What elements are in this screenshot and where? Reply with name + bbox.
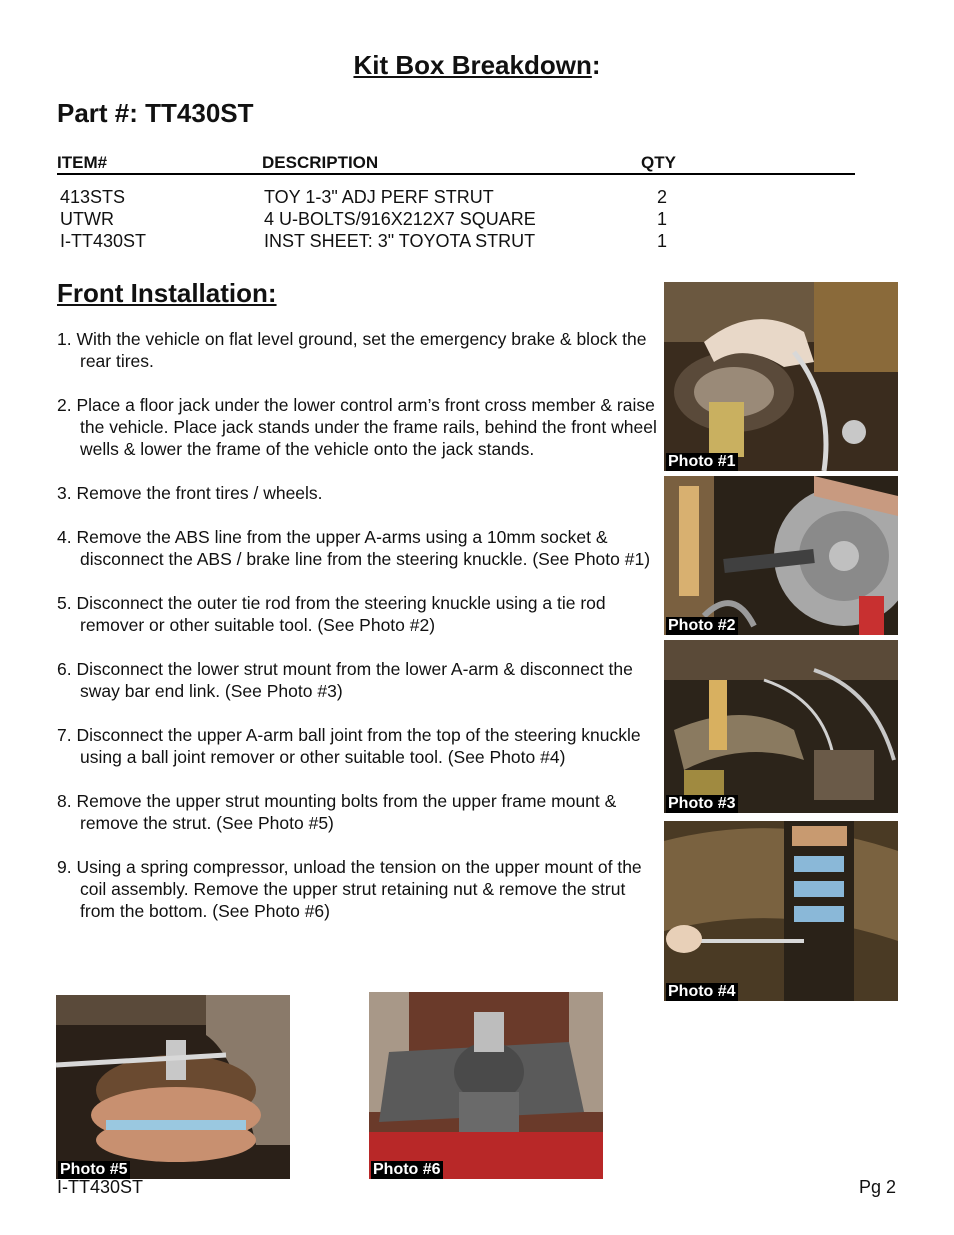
photo-5-image [56,995,290,1179]
step-6: 6. Disconnect the lower strut mount from the lower A-arm & disconnect the sway bar end link. (See Photo #3) [57,659,633,701]
cell-item: I-TT430ST [60,231,147,251]
cell-description: TOY 1-3" ADJ PERF STRUT [264,187,494,207]
photo-1-image [664,282,898,471]
cell-description: 4 U-BOLTS/916X212X7 SQUARE [264,209,536,229]
step-3: 3. Remove the front tires / wheels. [57,483,323,503]
photo-3-label: Photo #3 [668,795,736,812]
cell-item: UTWR [60,209,114,229]
cell-description: INST SHEET: 3" TOYOTA STRUT [264,231,536,251]
installation-steps [57,328,657,944]
photo-3 [664,640,898,813]
step-7: 7. Disconnect the upper A-arm ball joint from the top of the steering knuckle using a ball joint remover or other suitable tool. (See Photo #4) [57,725,641,767]
photo-2-label: Photo #2 [668,617,736,634]
kit-table-body [60,187,855,257]
kit-box-colon: : [591,50,601,80]
photo-2 [664,476,898,635]
cell-qty: 2 [657,187,668,207]
photo-1-label: Photo #1 [668,453,736,470]
step-5: 5. Disconnect the outer tie rod from the steering knuckle using a tie rod remover or other suitable tool. (See Photo #2) [57,593,606,635]
kit-box-title: Kit Box Breakdown [353,50,592,80]
kit-box-heading [0,50,954,81]
photo-5 [56,995,290,1179]
photo-6-image [369,992,603,1179]
step-4: 4. Remove the ABS line from the upper A-arms using a 10mm socket & disconnect the ABS / brake line from the steering knuckle. (See Photo #1) [57,527,651,569]
photo-2-image [664,476,898,635]
col-header-item: ITEM# [57,153,108,172]
kit-table-header [57,153,855,175]
part-number: Part #: TT430ST [57,98,254,128]
cell-item: 413STS [60,187,126,207]
photo-4 [664,821,898,1001]
front-installation-title: Front Installation: [57,278,277,308]
photo-5-label: Photo #5 [60,1161,128,1178]
photo-6-label: Photo #6 [373,1161,441,1178]
photo-4-image [664,821,898,1001]
footer-doc-id: I-TT430ST [57,1177,144,1197]
step-1: 1. With the vehicle on flat level ground, set the emergency brake & block the rear tires. [57,329,647,371]
photo-6 [369,992,603,1179]
cell-qty: 1 [657,209,668,229]
photo-3-image [664,640,898,813]
col-header-description: DESCRIPTION [262,153,379,172]
step-2: 2. Place a floor jack under the lower control arm’s front cross member & raise the vehicle. Place jack stands under the frame rails, behind the front wheel wells & lower the frame of the vehicle onto the jack stands. [57,395,657,459]
step-9: 9. Using a spring compressor, unload the tension on the upper mount of the coil assembly. Remove the upper strut retaining nut & remove the strut from the bottom. (See Photo #6) [57,857,642,921]
col-header-qty: QTY [641,153,676,172]
footer-page-number: Pg 2 [858,1177,896,1197]
photo-4-label: Photo #4 [668,983,736,1000]
photo-1 [664,282,898,471]
cell-qty: 1 [657,231,668,251]
step-8: 8. Remove the upper strut mounting bolts from the upper frame mount & remove the strut. (See Photo #5) [57,791,617,833]
